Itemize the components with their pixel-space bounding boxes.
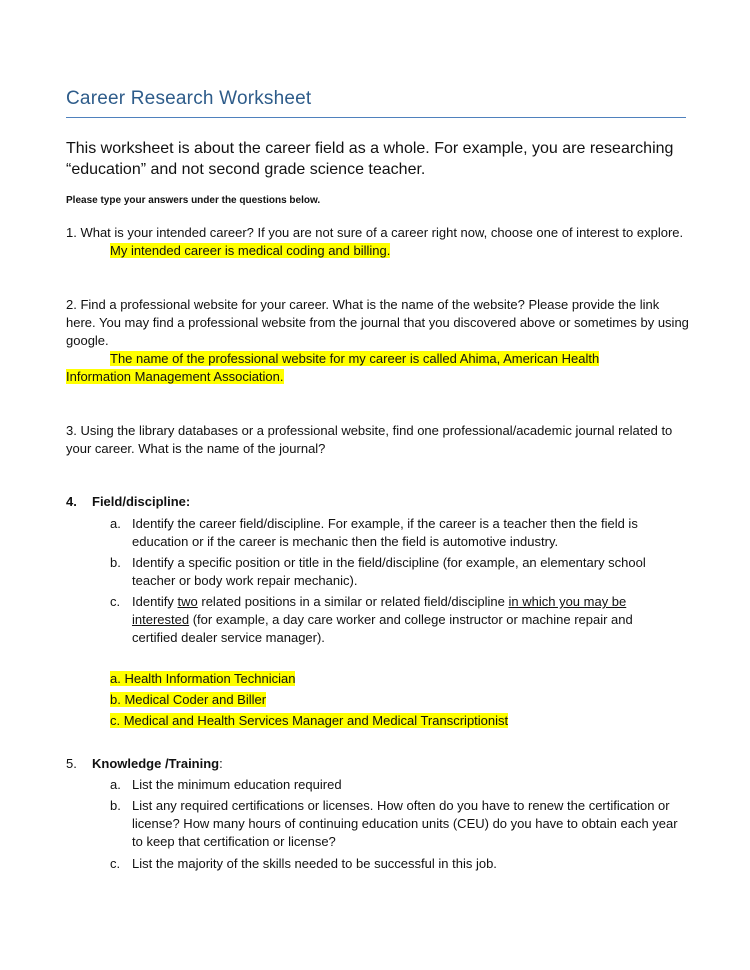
question-4-item-a	[110, 515, 680, 551]
question-3-text: 3. Using the library databases or a professional website, find one professional/academic journal related to your career. What is the name of the journal?	[66, 423, 673, 456]
question-2-answer-line-2	[66, 368, 690, 386]
question-4-item-c	[110, 593, 680, 647]
item-underline-two: two	[177, 594, 198, 609]
item-text-start: Identify	[132, 594, 178, 609]
question-5-item-b	[110, 797, 680, 851]
item-marker: c.	[110, 594, 121, 609]
question-5-item-c	[110, 855, 680, 873]
question-1-answer[interactable]: My intended career is medical coding and billing.	[110, 243, 391, 258]
question-5-number: 5.	[66, 756, 77, 771]
item-text: List any required certifications or licenses. How often do you have to renew the certification or license? How many hours of continuing education units (CEU) do you have to obtain each year to keep that certification or license?	[132, 798, 678, 849]
answer-text[interactable]: a. Health Information Technician	[110, 671, 296, 686]
question-2-answer-1[interactable]: The name of the professional website for my career is called Ahima, American Health	[110, 351, 600, 366]
item-marker: a.	[110, 516, 121, 531]
intro-paragraph: This worksheet is about the career field as a whole. For example, you are researching “education” and not second grade science teacher.	[66, 140, 674, 178]
item-underline-interested: in which you may be interested	[132, 594, 627, 627]
answer-text[interactable]: c. Medical and Health Services Manager and Medical Transcriptionist	[110, 713, 509, 728]
question-2-text: 2. Find a professional website for your career. What is the name of the website? Please provide the link here. You may find a professional website from the journal that you discovered above or sometimes by using google.	[66, 297, 689, 348]
question-1	[66, 224, 690, 260]
question-1-answer-line	[66, 242, 690, 260]
question-4-title: Field/discipline:	[92, 494, 191, 509]
item-marker: b.	[110, 798, 121, 813]
question-5-colon: :	[219, 756, 223, 771]
instructions: Please type your answers under the questions below.	[66, 195, 321, 206]
question-2-answer-line-1	[66, 350, 690, 368]
page-title: Career Research Worksheet	[66, 88, 312, 109]
question-2-answer-2[interactable]: Information Management Association.	[66, 369, 284, 384]
question-4-answer-a	[110, 670, 295, 688]
question-4-number: 4.	[66, 494, 77, 509]
item-marker: b.	[110, 555, 121, 570]
question-5-heading	[66, 755, 223, 773]
answer-text[interactable]: b. Medical Coder and Biller	[110, 692, 267, 707]
item-text: Identify a specific position or title in the field/discipline (for example, an elementary school teacher or body work repair mechanic).	[132, 555, 646, 588]
item-text: List the minimum education required	[132, 777, 342, 792]
question-4-heading	[66, 493, 190, 511]
question-1-text: 1. What is your intended career? If you are not sure of a career right now, choose one of interest to explore.	[66, 225, 684, 240]
question-4-answer-b	[110, 691, 266, 709]
item-text-middle: related positions in a similar or related field/discipline	[197, 594, 509, 609]
question-3	[66, 422, 690, 458]
item-marker: a.	[110, 777, 121, 792]
item-marker: c.	[110, 856, 121, 871]
item-text: Identify the career field/discipline. For example, if the career is a teacher then the field is education or if the career is mechanic then the field is automotive industry.	[132, 516, 638, 549]
question-5-title: Knowledge /Training	[92, 756, 220, 771]
title-divider	[66, 117, 686, 118]
question-4-item-b	[110, 554, 680, 590]
question-5-item-a	[110, 776, 680, 794]
question-4-answer-c	[110, 712, 508, 730]
item-text: List the majority of the skills needed to be successful in this job.	[132, 856, 497, 871]
question-2	[66, 296, 690, 386]
item-text-end: (for example, a day care worker and college instructor or machine repair and certified dealer service manager).	[132, 612, 633, 645]
